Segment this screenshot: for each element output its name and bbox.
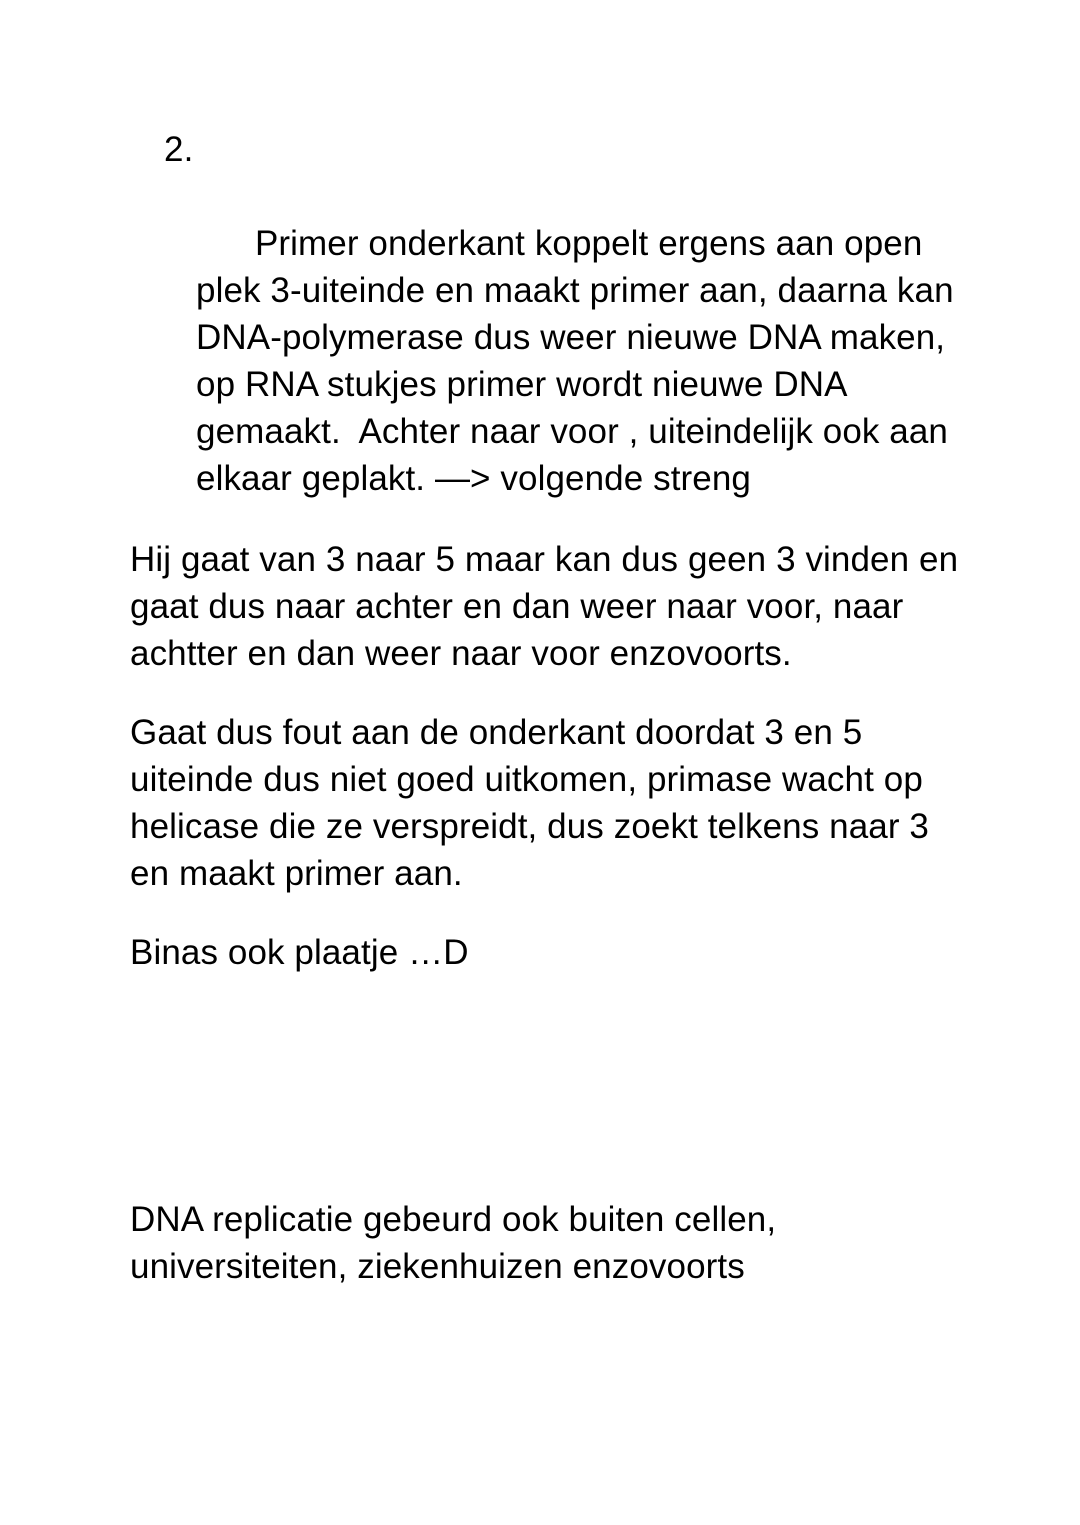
paragraph-binas-ook-plaatje: Binas ook plaatje …D xyxy=(130,933,469,972)
list-item-text: Primer onderkant koppelt ergens aan open plek 3-uiteinde en maakt primer aan, daarna kan DNA-polymerase dus weer nieuwe DNA maken, op RNA stukjes primer wordt nieuwe DNA gemaakt. Achter naar voor , uiteindelijk ook aan elkaar geplakt. —> volgende streng xyxy=(196,224,964,498)
paragraph-group-two xyxy=(130,1196,960,1290)
list-item-marker: 2. xyxy=(164,130,194,169)
paragraph-gaat-dus-fout: Gaat dus fout aan de onderkant doordat 3 en 5 uiteinde dus niet goed uitkomen, primase wacht op helicase die ze verspreidt, dus zoekt telkens naar 3 en maakt primer aan. xyxy=(130,713,939,893)
list-item xyxy=(164,126,964,549)
paragraph-group-one xyxy=(130,536,968,976)
paragraph-hij-gaat: Hij gaat van 3 naar 5 maar kan dus geen 3 vinden en gaat dus naar achter en dan weer naar voor, naar achtter en dan weer naar voor enzovoorts. xyxy=(130,540,968,673)
paragraph-dna-replicatie: DNA replicatie gebeurd ook buiten cellen, universiteiten, ziekenhuizen enzovoorts xyxy=(130,1200,786,1286)
numbered-list xyxy=(164,126,964,549)
